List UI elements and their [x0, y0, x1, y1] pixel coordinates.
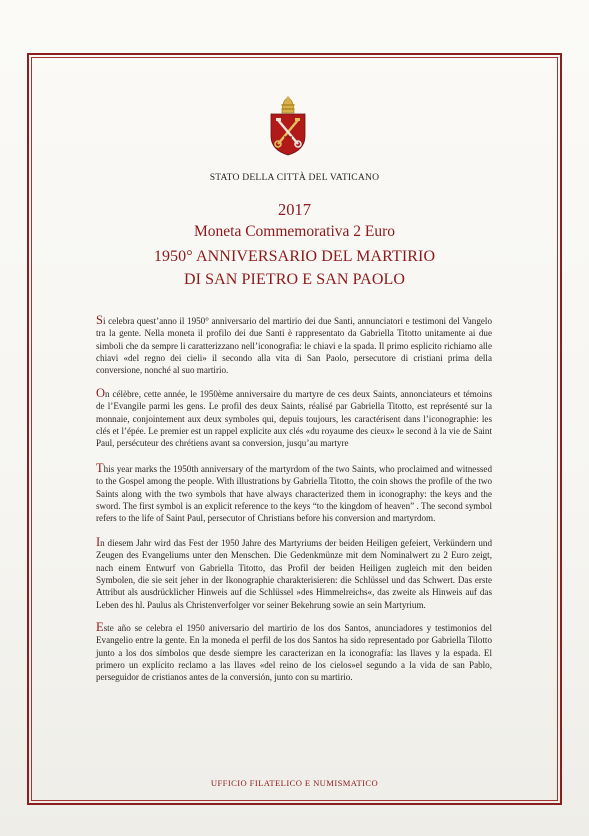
paragraph-text: i celebra quest’anno il 1950° anniversario del martirio dei due Santi, annunciatori e testimoni del Vangelo tra la gente. Nella moneta il profilo dei due Santi è rappresentato da Gabriella Titotto unitamente ai due simboli che da sempre li caratterizzano nell’iconografia: le chiavi e la spada. Il primo esplicito richiamo alle chiavi «del regno dei cieli» il secondo alla vita di San Paolo, persecutore di cristiani prima della conversione, nonché al suo martirio. [96, 316, 492, 376]
vatican-coat-of-arms-icon [268, 96, 308, 156]
issuing-state: STATO DELLA CITTÀ DEL VATICANO [209, 172, 380, 183]
title-line-2: DI SAN PIETRO E SAN PAOLO [183, 271, 406, 288]
drop-initial: I [96, 535, 101, 549]
footer-office: UFFICIO FILATELICO E NUMISMATICO [210, 778, 379, 788]
paragraph-text: n célèbre, cette année, le 1950ème anniversaire du martyre de ces deux Saints, annonciateurs et témoins de l’Evangile parmi les gens. Le profil des deux Saints, réalisé par Gabriella Titotto, est représenté sur la monnaie, conjointement aux deux symboles qui, depuis toujours, les caractérisent dans l’iconographie: les clés et l’épée. Le premier est un rappel explicite aux clés «du royaume des cieux» le second à la vie de Saint Paul, persécuteur des chrétiens avant sa conversion, jusqu’au martyre [96, 389, 492, 449]
drop-initial: T [96, 461, 104, 475]
paragraph-text: his year marks the 1950th anniversary of the martyrdom of the two Saints, who proclaimed and witnessed to the Gospel among the people. With illustrations by Gabriella Titotto, the coin shows the profile of the two Saints along with the two symbols that have always characterized them in iconography: the keys and the sword. The first symbol is an explicit reference to the keys “to the kingdom of heaven” . The second symbol refers to the life of Saint Paul, persecutor of Christians before his conversion and martyrdom. [96, 464, 492, 524]
drop-initial: O [96, 386, 106, 400]
paragraph-german [96, 536, 492, 611]
coin-type: Moneta Commemorativa 2 Euro [193, 223, 396, 240]
paragraph-text: ste año se celebra el 1950 aniversario del martirio de los dos Santos, anunciadores y testimonios del Evangelio entre la gente. En la moneda el perfil de los dos Santos ha sido representado por Gabriella Tilotto junto a los dos símbolos que desde siempre les caracterizan en la iconografía: las llaves y la espada. El primero un explícito reclamo a las llaves «del reino de los cielos»el segundo a la vida de san Pablo, perseguidor de cristianos antes de la conversión, junto con su martirio. [96, 623, 492, 683]
paragraph-english [96, 462, 492, 525]
paragraph-text: n diesem Jahr wird das Fest der 1950 Jahre des Martyriums der beiden Heiligen gefeiert, Verkündern und Zeugen des Evangeliums unter den Menschen. Die Gedenkmünze mit dem Nominalwert zu 2 Euro zeigt, nach einem Entwurf von Gabriella Titotto, das Profil der beiden Heiligen zugleich mit den beiden Symbolen, die sie seit jeher in der Ikonographie charakterisieren: die Schlüssel und das Schwert. Das erste Attribut als ausdrücklicher Hinweis auf die Schlüssel »des Himmelreichs«, das zweite als Hinweis auf das Leben des hl. Paulus als Christenverfolger vor seiner Bekehrung sowie an sein Martyrium. [96, 538, 492, 610]
title-line-1: 1950° ANNIVERSARIO DEL MARTIRIO [153, 248, 436, 265]
paragraph-spanish [96, 621, 492, 684]
paragraph-italian [96, 314, 492, 377]
drop-initial: S [96, 313, 103, 327]
drop-initial: E [96, 620, 104, 634]
issue-year: 2017 [278, 200, 311, 219]
paragraph-french [96, 387, 492, 450]
